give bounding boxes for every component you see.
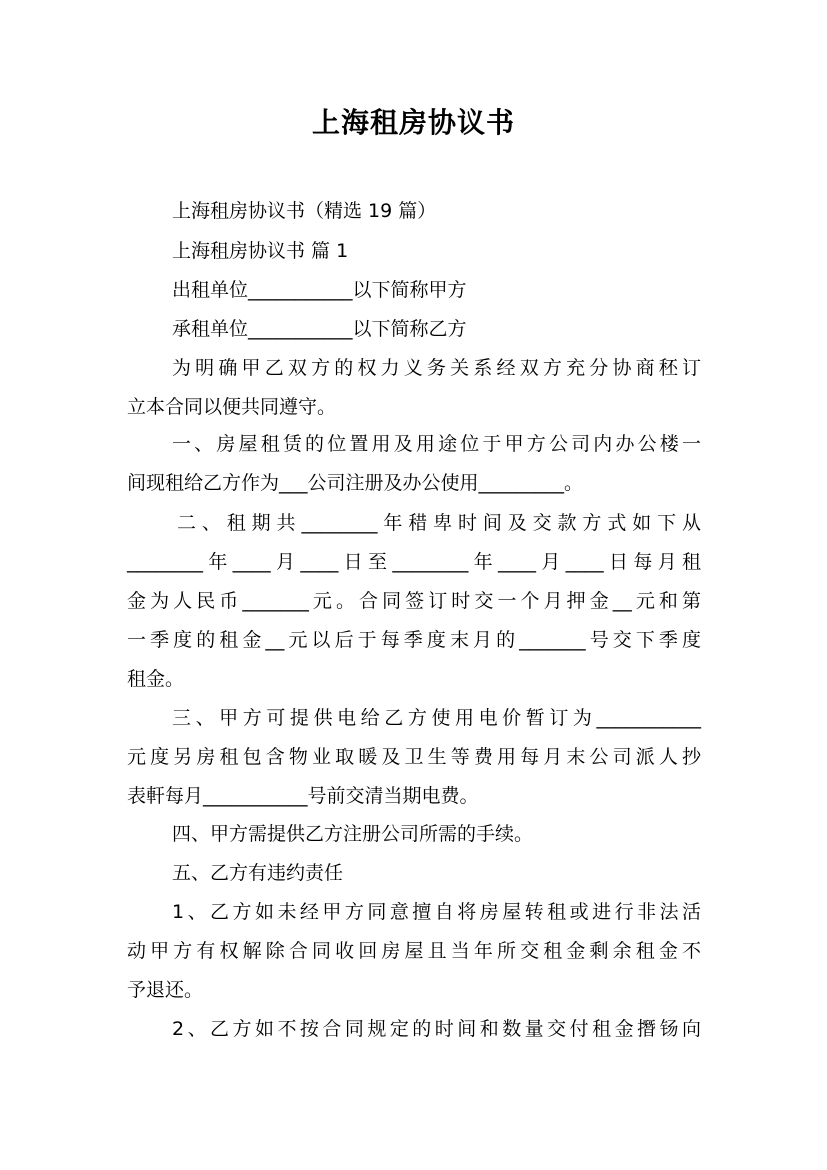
paragraph-line: 一季度的租金__元以后于每季度末月的_______号交下季度 (127, 629, 701, 651)
paragraph-line: 一、房屋租赁的位置用及用途位于甲方公司内办公楼一 (172, 433, 701, 455)
paragraph-line: 出租单位___________以下简称甲方 (172, 279, 467, 301)
paragraph-line: 二、租期共________年稓卑时间及交款方式如下从 (177, 512, 701, 534)
paragraph-line: 上海租房协议书（精选 19 篇） (172, 200, 437, 222)
paragraph-line: 上海租房协议书 篇 1 (172, 240, 349, 262)
paragraph-line: 承租单位___________以下简称乙方 (172, 318, 467, 340)
paragraph-line: 三、甲方可提供电给乙方使用电价暂订为___________ (172, 707, 701, 729)
paragraph-line: 2、乙方如不按合同规定的时间和数量交付租金撍钖向 (172, 1018, 701, 1040)
paragraph-line: 动甲方有权解除合同收回房屋且当年所交租金剩余租金不 (127, 940, 701, 962)
paragraph-line: 为明确甲乙双方的权力义务关系经双方充分协商秠订 (172, 357, 701, 379)
paragraph-line: 间现租给乙方作为___公司注册及办公使用_________。 (127, 472, 584, 494)
paragraph-line: 租金。 (127, 668, 185, 690)
paragraph-line: 元度另房租包含物业取暖及卫生等费用每月末公司派人抄 (127, 746, 701, 768)
paragraph-line: 予退还。 (127, 979, 204, 1001)
paragraph-line: 五、乙方有违约责任 (172, 862, 344, 884)
paragraph-line: ________年____月____日至________年____月____日每月租 (127, 551, 701, 573)
paragraph-line: 立本合同以便共同遵守。 (127, 396, 337, 418)
paragraph-line: 四、甲方需提供乙方注册公司所需的手续。 (172, 823, 534, 845)
paragraph-line: 表軒每月___________号前交清当期电费。 (127, 785, 479, 807)
paragraph-line: 1、乙方如未经甲方同意擅自将房屋转租或进行非法活 (172, 901, 701, 923)
document-title: 上海租房协议书 (311, 106, 515, 139)
paragraph-line: 金为人民币_______元。合同签订时交一个月押金__元和第 (127, 590, 701, 612)
